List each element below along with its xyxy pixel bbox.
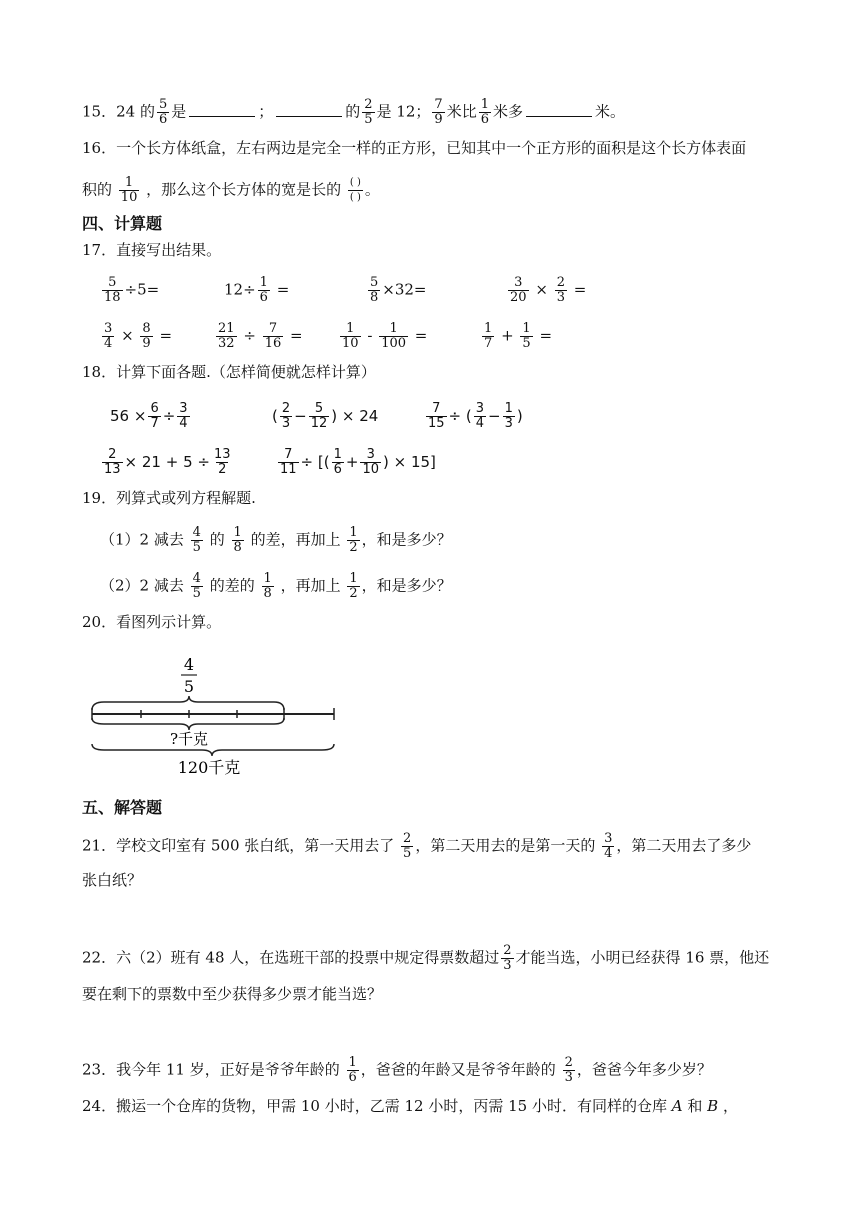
section-heading-4: 四、计算题 — [82, 214, 163, 233]
section-heading-5: 五、解答题 — [82, 798, 163, 817]
q18-expr-3: $\frac{7}{15}$ ÷ ( $\frac{3}{4}$ − $\frac{1}{3}$ ) — [428, 401, 523, 431]
fraction: $\frac{1}{10}$ — [120, 175, 138, 205]
q17-item-3: $\frac{5}{8}$ ×32= — [370, 275, 427, 305]
fraction-denominator: 5 — [183, 677, 195, 696]
question-18-title: 18．计算下面各题.（怎样简便就怎样计算） — [82, 363, 376, 381]
fraction-numerator: 4 — [183, 655, 195, 674]
q17-item-8: $\frac{1}{7}$ + $\frac{1}{5}$ = — [484, 321, 553, 351]
q17-item-4: $\frac{3}{20}$ × $\frac{2}{3}$ = — [510, 275, 587, 305]
q18-expr-1: 56 × $\frac{6}{7}$ ÷ $\frac{3}{4}$ — [110, 401, 188, 431]
question-21-line2: 张白纸？ — [82, 871, 143, 889]
q18-expr-5: $\frac{7}{11}$ ÷ [( $\frac{1}{6}$ + $\frac{3}{10}$ ) × 15] — [280, 447, 436, 477]
question-16-line1: 16．一个长方体纸盒，左右两边是完全一样的正方形，已知其中一个正方形的面积是这个长方体表面 — [82, 139, 747, 157]
answer-blank[interactable] — [276, 102, 342, 117]
question-15: 15．24 的 $\frac{5}{6}$ 是 ； 的 $\frac{2}{5}$ 是 12； $\frac{7}{9}$ 米比 $\frac{1}{6}$ 米多 米。 — [82, 97, 626, 127]
q17-item-6: $\frac{21}{32}$ ÷ $\frac{7}{16}$ = — [218, 321, 303, 351]
top-brace — [92, 696, 284, 710]
q19-part-2: （2）2 减去 $\frac{4}{5}$ 的差的 $\frac{1}{8}$ ，再加上 $\frac{1}{2}$ ，和是多少？ — [100, 571, 452, 601]
unknown-brace — [92, 718, 284, 730]
question-22-line1: 22．六（2）班有 48 人，在选班干部的投票中规定得票数超过 $\frac{2}{3}$ 才能当选，小明已经获得 16 票，他还 — [82, 943, 770, 973]
question-23: 23．我今年 11 岁，正好是爷爷年龄的 $\frac{1}{6}$ ，爸爸的年龄又是爷爷年龄的 $\frac{2}{3}$ ，爸爸今年多少岁？ — [82, 1055, 712, 1085]
question-24: 24．搬运一个仓库的货物，甲需 10 小时，乙需 12 小时，丙需 15 小时．有同样的仓库 A 和 B ， — [82, 1097, 738, 1115]
q18-expr-2: ( $\frac{2}{3}$ − $\frac{5}{12}$ ) × 24 — [272, 401, 379, 431]
question-16-line2: 积的 $\frac{1}{10}$ ，那么这个长方体的宽是长的 $\frac{( )}{( )}$ 。 — [82, 175, 380, 205]
q17-item-5: $\frac{3}{4}$ × $\frac{8}{9}$ = — [104, 321, 173, 351]
total-label: 120千克 — [177, 758, 241, 777]
answer-blank[interactable] — [526, 102, 592, 117]
line-segment-diagram — [84, 650, 344, 778]
unknown-label: ?千克 — [169, 730, 209, 748]
total-brace — [92, 744, 334, 756]
question-19-title: 19．列算式或列方程解题. — [82, 489, 256, 507]
fraction: $\frac{5}{6}$ — [158, 97, 168, 127]
q17-item-1: $\frac{5}{18}$ ÷5= — [104, 275, 160, 305]
fraction-blank[interactable]: $\frac{( )}{( )}$ — [349, 177, 361, 203]
question-20-title: 20．看图列示计算。 — [82, 613, 222, 631]
q17-item-2: 12÷ $\frac{1}{6}$ = — [224, 275, 290, 305]
question-17-title: 17．直接写出结果。 — [82, 241, 222, 259]
question-21-line1: 21．学校文印室有 500 张白纸，第一天用去了 $\frac{2}{5}$ ，第二天用去的是第一天的 $\frac{3}{4}$ ，第二天用去了多少 — [82, 831, 752, 861]
q17-item-7: $\frac{1}{10}$ - $\frac{1}{100}$ = — [342, 321, 428, 351]
answer-blank[interactable] — [189, 102, 255, 117]
question-22-line2: 要在剩下的票数中至少获得多少票才能当选？ — [82, 985, 383, 1003]
q19-part-1: （1）2 减去 $\frac{4}{5}$ 的 $\frac{1}{8}$ 的差，再加上 $\frac{1}{2}$ ，和是多少？ — [100, 525, 452, 555]
fraction: $\frac{1}{6}$ — [480, 97, 489, 127]
q18-expr-4: $\frac{2}{13}$ × 21 + 5 ÷ $\frac{13}{2}$ — [104, 447, 231, 477]
fraction: $\frac{2}{5}$ — [364, 97, 373, 127]
fraction: $\frac{7}{9}$ — [434, 97, 443, 127]
